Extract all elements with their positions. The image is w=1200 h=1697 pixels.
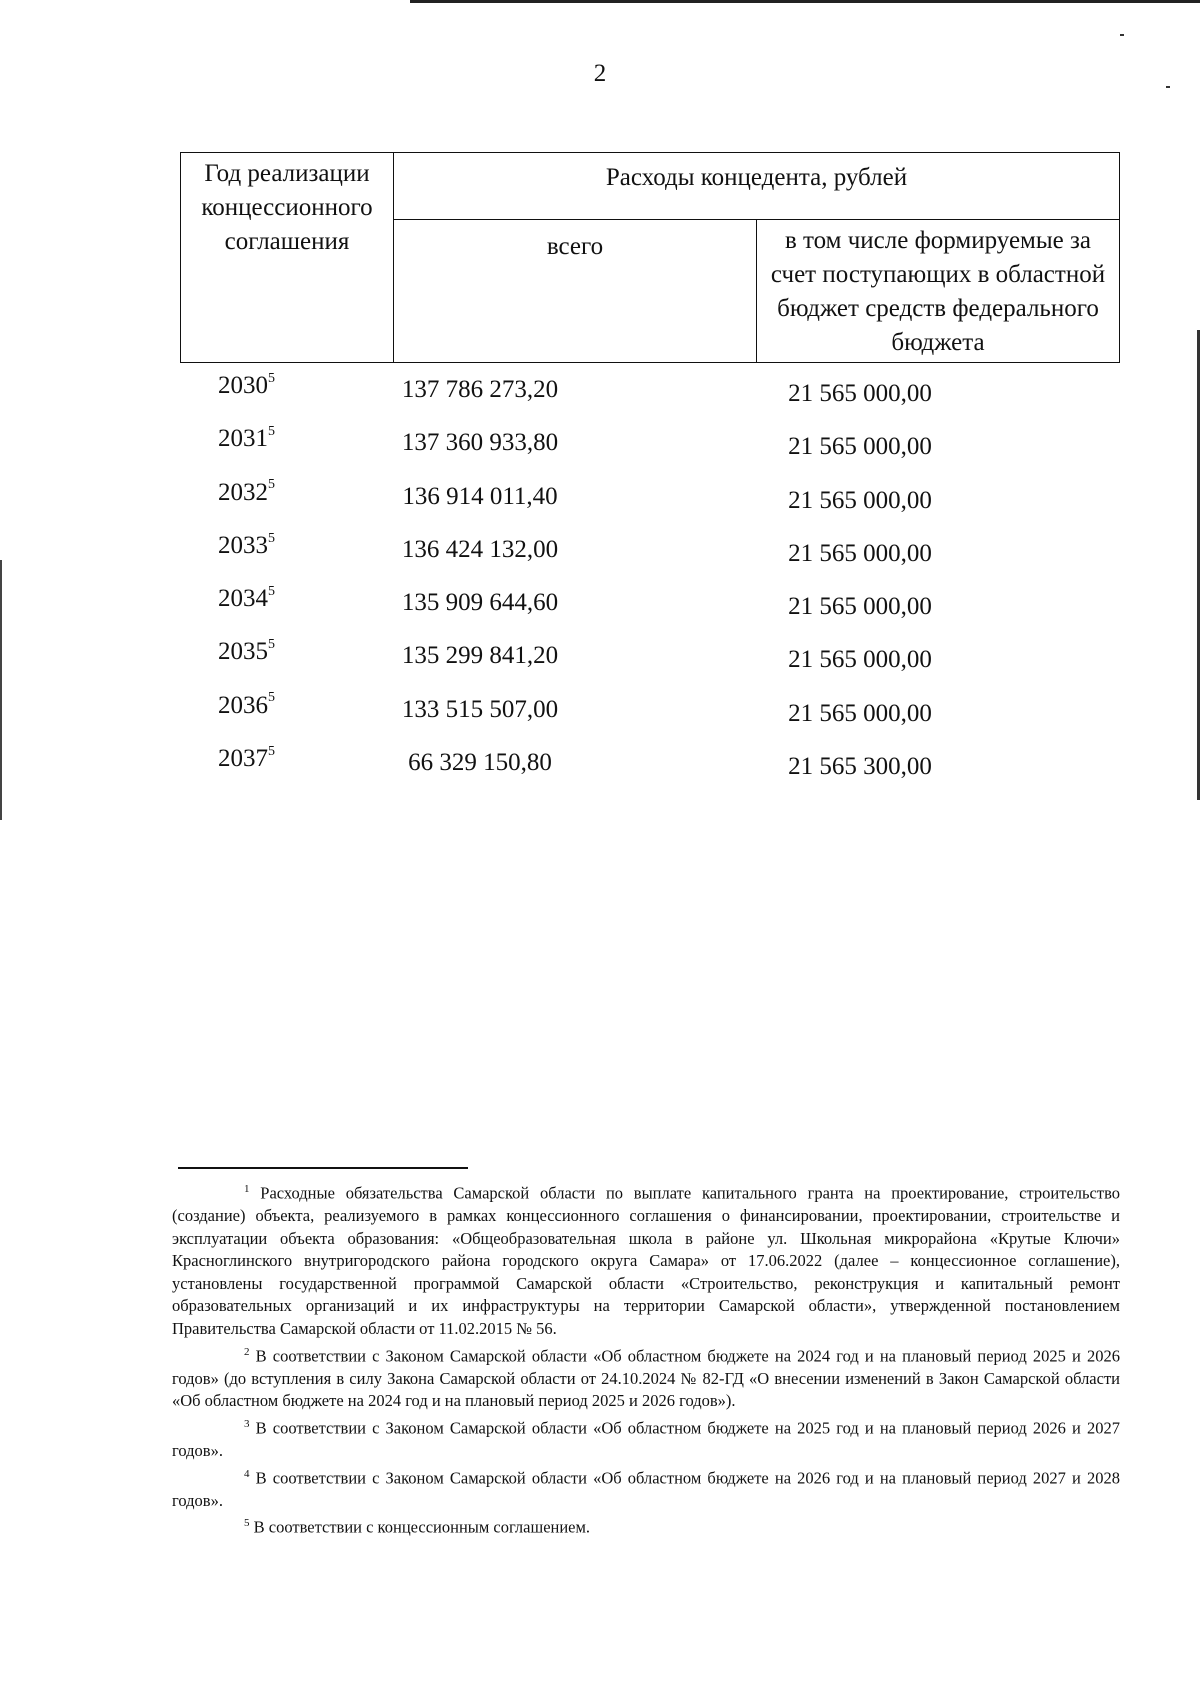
row-federal: 21 565 000,00: [788, 699, 932, 727]
table-row: [180, 372, 1120, 425]
row-year: 2032$^5$: [218, 477, 275, 506]
table-row: [180, 479, 1120, 532]
footnote-5: [172, 1512, 1120, 1539]
footnote-mark: 3: [244, 1417, 250, 1430]
row-year: 2031$^5$: [218, 423, 275, 453]
footnote-ref: 5: [268, 530, 275, 546]
row-federal: 21 565 300,00: [788, 753, 932, 781]
table-row: [180, 585, 1120, 638]
footnote-2: [172, 1341, 1120, 1413]
header-federal: в том числе формируемые за счет поступающих в областной бюджет средств федерального бюджета: [757, 220, 1120, 363]
footnote-4: [172, 1463, 1120, 1513]
row-federal: 21 565 000,00: [788, 380, 932, 407]
table-row: [180, 638, 1120, 691]
row-total: 137 786 273,20: [401, 376, 559, 403]
header-year: Год реализации концессионного соглашения: [181, 153, 394, 363]
footnote-mark: 4: [244, 1467, 250, 1480]
footnote-text: В соответствии с Законом Самарской области «Об областном бюджете на 2024 год и на плановый период 2025 и 2026 годов» (до вступления в силу Закона Самарской области от 24.10.2024 № 82-ГД «О внесении изменений в Закон Самарской области «Об областном бюджете на 2024 год и на плановый период 2025 и 2026 годов»).: [172, 1346, 1120, 1411]
row-total: 136 424 132,00: [401, 535, 559, 563]
footnote-text: Расходные обязательства Самарской области по выплате капитального гранта на проектирование, строительство (создание) объекта, реализуемого в рамках концессионного соглашения о финансировании, проектировании, строительстве и эксплуатации объекта образования: «Общеобразовательная школа в районе ул. Школьная микрорайона «Крутые Ключи» Красноглинского внутригородского района городского округа Самара» от 17.06.2022 (далее – концессионное соглашение), установлены государственной программой Самарской области «Строительство, реконструкция и капитальный ремонт образовательных организаций и их инфраструктуры на территории Самарской области», утвержденной постановлением Правительства Самарской области от 11.02.2015 № 56.: [172, 1183, 1120, 1339]
table-row: [180, 425, 1120, 478]
footnote-text: В соответствии с концессионным соглашением.: [253, 1517, 591, 1537]
footnote-ref: 5: [268, 637, 275, 653]
footnote-ref: 5: [268, 743, 275, 759]
row-year: 2033$^5$: [218, 530, 275, 559]
row-total: 135 299 841,20: [401, 642, 559, 670]
footnote-text: В соответствии с Законом Самарской области «Об областном бюджете на 2026 год и на плановый период 2027 и 2028 годов».: [172, 1468, 1120, 1510]
header-total: всего: [394, 220, 757, 363]
row-total: 136 914 011,40: [402, 482, 558, 510]
footnote-separator: [178, 1167, 468, 1169]
row-total: 135 909 644,60: [401, 589, 559, 617]
footnote-mark: 5: [244, 1517, 250, 1530]
footnote-mark: 2: [244, 1345, 250, 1358]
page-number: 2: [593, 60, 607, 87]
footnote-ref: 5: [268, 423, 275, 439]
row-year: 2036$^5$: [218, 690, 275, 719]
row-federal: 21 565 000,00: [788, 539, 932, 567]
footnote-3: [172, 1413, 1120, 1463]
footnote-ref: 5: [268, 690, 275, 706]
row-year: 2035$^5$: [218, 637, 275, 666]
scan-artifact-top-line: [410, 0, 1200, 3]
row-federal: 21 565 000,00: [788, 593, 932, 621]
footnote-ref: 5: [268, 370, 275, 386]
row-total: 137 360 933,80: [401, 429, 559, 457]
row-federal: 21 565 000,00: [788, 486, 932, 514]
table-row: [180, 745, 1120, 798]
footnote-ref: 5: [268, 477, 275, 493]
footnote-text: В соответствии с Законом Самарской области «Об областном бюджете на 2025 год и на плановый период 2026 и 2027 годов».: [172, 1418, 1120, 1461]
header-expenses: Расходы концедента, рублей: [394, 153, 1120, 220]
footnote-ref: 5: [268, 583, 275, 599]
scan-artifact-left-edge: [0, 560, 2, 820]
footnote-mark: 1: [244, 1183, 250, 1195]
row-federal: 21 565 000,00: [788, 646, 932, 674]
table-row: [180, 532, 1120, 585]
expenses-table-header: [180, 152, 1120, 363]
row-federal: 21 565 000,00: [788, 433, 932, 461]
expenses-table-body: [180, 372, 1120, 798]
row-year: 2034$^5$: [218, 583, 275, 613]
row-year: 2030$^5$: [218, 370, 275, 399]
row-year: 2037$^5$: [218, 743, 275, 773]
footnote-1: [172, 1178, 1120, 1341]
scan-artifact-dot: [1120, 34, 1124, 36]
table-row: [180, 692, 1120, 745]
footnotes: [172, 1178, 1120, 1539]
row-total: 66 329 150,80: [408, 749, 552, 777]
row-total: 133 515 507,00: [401, 695, 559, 723]
